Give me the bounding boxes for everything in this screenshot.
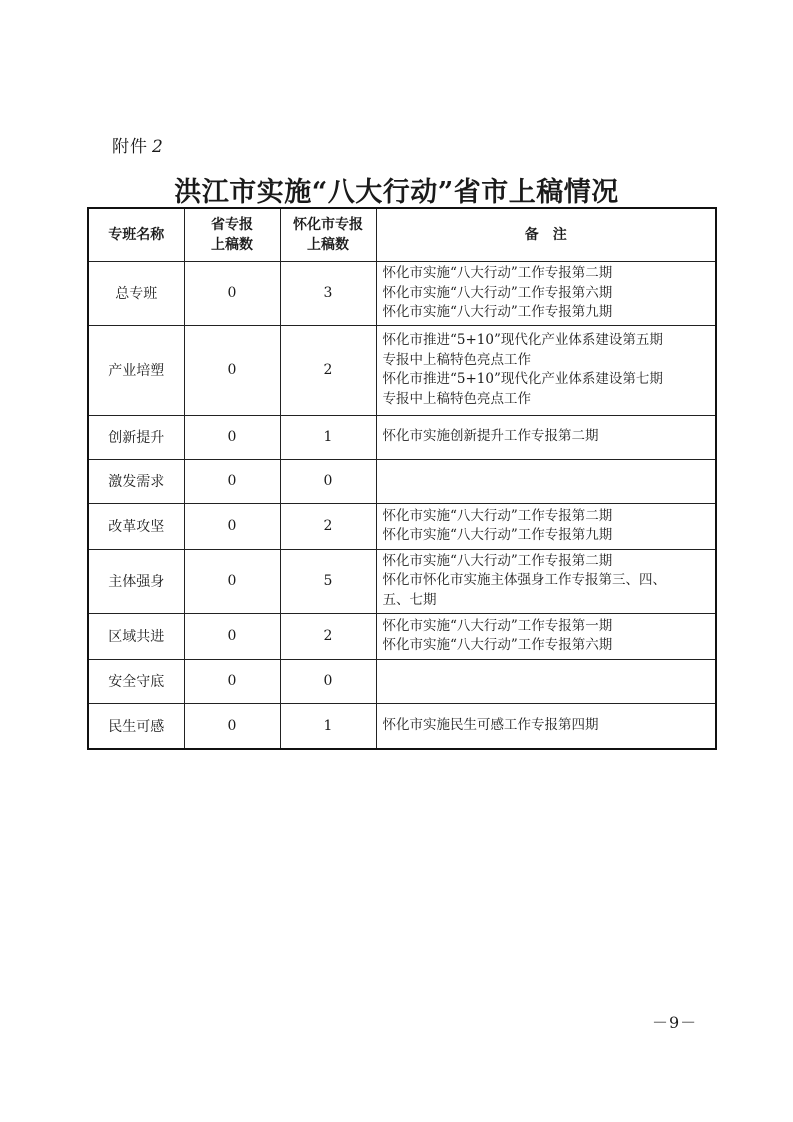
table-row (88, 415, 716, 459)
table-body (88, 262, 716, 750)
cell-notes (376, 549, 716, 613)
cell-group-name: 民生可感 (88, 703, 184, 749)
page-title: 洪江市实施“八大行动”省市上稿情况 (174, 177, 619, 208)
note-line: 怀化市实施“八大行动”工作专报第二期 (382, 552, 613, 569)
table-row (88, 459, 716, 503)
cell-province-count: 0 (184, 613, 280, 659)
report-table (87, 207, 717, 750)
cell-city-count: 3 (280, 262, 376, 326)
cell-city-count: 0 (280, 459, 376, 503)
column-header-line: 怀化市专报 (293, 217, 363, 233)
column-header-line: 上稿数 (307, 237, 349, 253)
table-header-row (88, 208, 716, 262)
note-line: 专报中上稿特色亮点工作 (382, 351, 531, 368)
column-header-line: 省专报 (211, 217, 253, 233)
table-row (88, 262, 716, 326)
cell-notes (376, 613, 716, 659)
cell-province-count: 0 (184, 503, 280, 549)
cell-notes (376, 459, 716, 503)
column-header-line: 上稿数 (211, 237, 253, 253)
note-line: 怀化市实施“八大行动”工作专报第一期 (382, 617, 613, 634)
cell-notes (376, 703, 716, 749)
cell-province-count: 0 (184, 325, 280, 415)
cell-group-name: 产业培塑 (88, 325, 184, 415)
column-header-city (280, 208, 376, 262)
note-line: 怀化市实施“八大行动”工作专报第二期 (382, 507, 613, 524)
cell-city-count: 5 (280, 549, 376, 613)
column-header-province (184, 208, 280, 262)
column-header-line: 专班名称 (108, 227, 165, 243)
note-line: 怀化市实施“八大行动”工作专报第九期 (382, 304, 613, 320)
cell-group-name: 总专班 (88, 262, 184, 326)
note-line: 怀化市实施“八大行动”工作专报第二期 (382, 265, 613, 281)
cell-notes (376, 659, 716, 703)
cell-city-count: 0 (280, 659, 376, 703)
cell-notes (376, 262, 716, 326)
note-line: 五、七期 (382, 591, 437, 608)
column-header-group (88, 208, 184, 262)
table-row (88, 503, 716, 549)
cell-province-count: 0 (184, 659, 280, 703)
cell-city-count: 1 (280, 415, 376, 459)
cell-province-count: 0 (184, 549, 280, 613)
cell-group-name: 激发需求 (88, 459, 184, 503)
cell-city-count: 2 (280, 613, 376, 659)
column-header-line: 备 注 (524, 227, 567, 243)
cell-group-name: 改革攻坚 (88, 503, 184, 549)
note-line: 怀化市实施创新提升工作专报第二期 (382, 428, 599, 445)
cell-notes (376, 415, 716, 459)
cell-city-count: 1 (280, 703, 376, 749)
note-line: 怀化市推进“5+10”现代化产业体系建设第五期 (382, 332, 663, 348)
cell-group-name: 区域共进 (88, 613, 184, 659)
note-line: 怀化市实施“八大行动”工作专报第九期 (382, 527, 613, 543)
note-line: 怀化市实施民生可感工作专报第四期 (382, 717, 599, 733)
cell-group-name: 主体强身 (88, 549, 184, 613)
attachment-text: 附件 (112, 137, 148, 157)
note-line: 怀化市怀化市实施主体强身工作专报第三、四、 (382, 572, 666, 589)
cell-notes (376, 503, 716, 549)
cell-city-count: 2 (280, 325, 376, 415)
cell-province-count: 0 (184, 703, 280, 749)
page-number: －9－ (652, 1013, 698, 1032)
note-line: 怀化市实施“八大行动”工作专报第六期 (382, 637, 613, 653)
attachment-number: 2 (152, 137, 164, 157)
cell-province-count: 0 (184, 262, 280, 326)
cell-notes (376, 325, 716, 415)
table-row (88, 549, 716, 613)
cell-city-count: 2 (280, 503, 376, 549)
cell-province-count: 0 (184, 459, 280, 503)
cell-group-name: 安全守底 (88, 659, 184, 703)
table-row (88, 703, 716, 749)
table-row (88, 659, 716, 703)
cell-group-name: 创新提升 (88, 415, 184, 459)
attachment-label (112, 132, 164, 157)
note-line: 怀化市实施“八大行动”工作专报第六期 (382, 284, 613, 301)
note-line: 专报中上稿特色亮点工作 (382, 390, 531, 407)
table-row (88, 325, 716, 415)
table-row (88, 613, 716, 659)
column-header-notes (376, 208, 716, 262)
note-line: 怀化市推进“5+10”现代化产业体系建设第七期 (382, 371, 663, 387)
cell-province-count: 0 (184, 415, 280, 459)
